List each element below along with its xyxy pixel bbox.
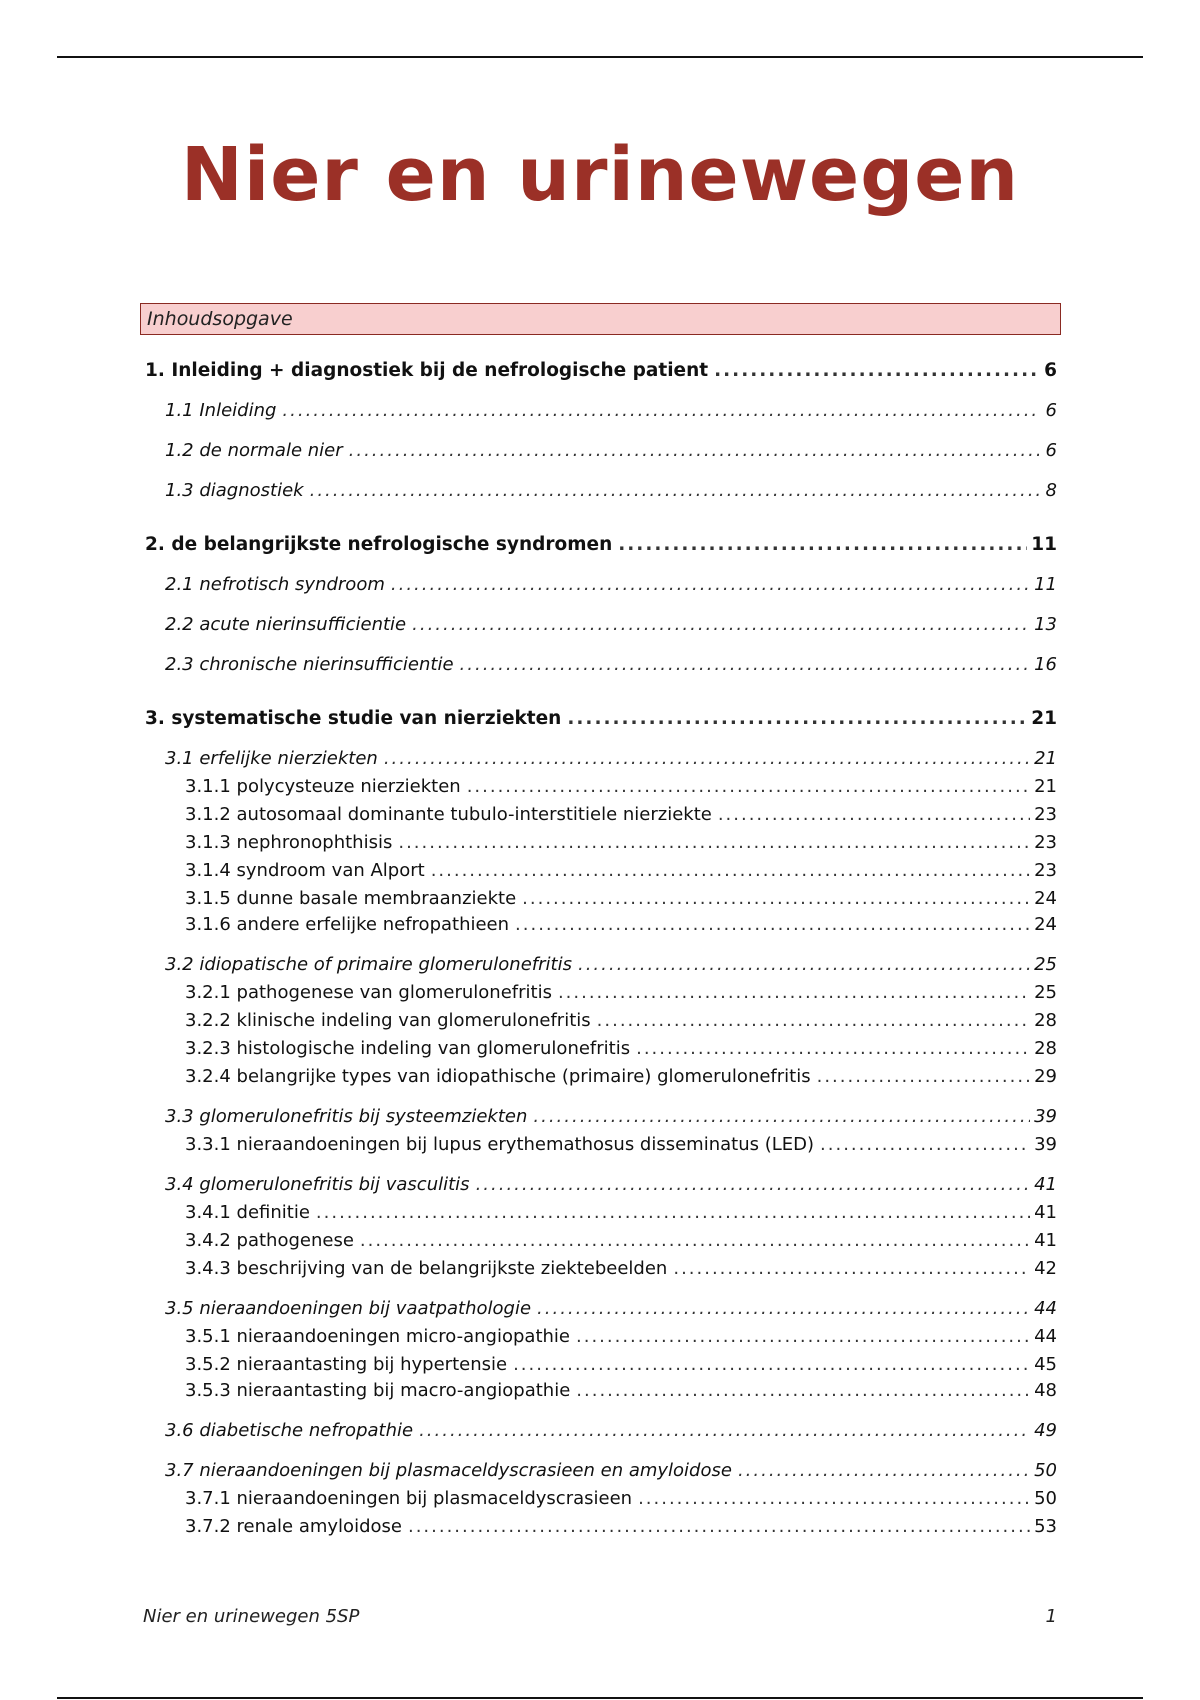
toc-leader-dots (310, 480, 1039, 502)
toc-entry-label: 1. Inleiding + diagnostiek bij de nefrologische patient (145, 360, 709, 381)
toc-leader-dots (718, 804, 1030, 826)
toc-leader-dots (533, 1106, 1030, 1128)
toc-entry-label: 3.6 diabetische nefropathie (165, 1420, 414, 1441)
toc-entry-label: 3.5.1 nieraandoeningen micro-angiopathie (185, 1326, 570, 1347)
toc-entry-label: 2.1 nefrotisch syndroom (165, 574, 385, 595)
toc-entry[interactable] (185, 776, 1057, 798)
toc-entry-page: 29 (1034, 1066, 1057, 1087)
toc-entry-label: 1.2 de normale nier (165, 440, 343, 461)
toc-entry[interactable] (165, 1298, 1057, 1320)
toc-entry[interactable] (185, 1010, 1057, 1032)
toc-entry[interactable] (185, 1202, 1057, 1224)
toc-leader-dots (820, 1134, 1030, 1156)
toc-entry-label: 3.1 erfelijke nierziekten (165, 748, 378, 769)
toc-entry-page: 24 (1034, 888, 1057, 909)
toc-entry-page: 42 (1034, 1258, 1057, 1279)
toc-entry[interactable] (185, 888, 1057, 910)
toc-leader-dots (316, 1202, 1030, 1224)
toc-entry-page: 48 (1034, 1380, 1057, 1401)
toc-entry-label: 3.1.3 nephronophthisis (185, 832, 393, 853)
toc-leader-dots (578, 954, 1030, 976)
toc-entry-page: 39 (1034, 1106, 1057, 1127)
toc-entry-page: 8 (1045, 480, 1057, 501)
toc-entry-label: 2. de belangrijkste nefrologische syndromen (145, 534, 613, 555)
toc-leader-dots (391, 574, 1030, 596)
toc-entry[interactable] (165, 954, 1057, 976)
toc-heading-box (140, 303, 1061, 335)
toc-leader-dots (419, 1420, 1030, 1442)
toc-entry-page: 41 (1034, 1230, 1057, 1251)
toc-leader-dots (558, 982, 1030, 1004)
toc-entry-page: 23 (1034, 832, 1057, 853)
toc-entry-label: 3.7 nieraandoeningen bij plasmaceldyscrasieen en amyloidose (165, 1460, 732, 1481)
toc-leader-dots (522, 888, 1030, 910)
toc-entry-page: 6 (1045, 400, 1057, 421)
toc-entry-page: 11 (1031, 534, 1057, 555)
toc-entry[interactable] (185, 982, 1057, 1004)
document-title: Nier en urinewegen (180, 132, 1020, 218)
toc-entry-label: 3.1.6 andere erfelijke nefropathieen (185, 914, 510, 935)
toc-entry-label: 3.5 nieraandoeningen bij vaatpathologie (165, 1298, 532, 1319)
toc-entry[interactable] (185, 1038, 1057, 1060)
toc-entry-page: 21 (1031, 708, 1057, 729)
toc-entry-label: 3.2.1 pathogenese van glomerulonefritis (185, 982, 552, 1003)
toc-entry-label: 3. systematische studie van nierziekten (145, 708, 562, 729)
toc-entry[interactable] (185, 1258, 1057, 1280)
toc-entry-page: 49 (1034, 1420, 1057, 1441)
toc-leader-dots (636, 1038, 1030, 1060)
toc-entry-page: 24 (1034, 914, 1057, 935)
toc-entry-label: 3.4.3 beschrijving van de belangrijkste ziektebeelden (185, 1258, 668, 1279)
toc-entry-label: 3.4.1 definitie (185, 1202, 310, 1223)
toc-leader-dots (349, 440, 1039, 462)
toc-leader-dots (408, 1516, 1030, 1538)
toc-entry-label: 3.3.1 nieraandoeningen bij lupus erythemathosus disseminatus (LED) (185, 1134, 815, 1155)
toc-entry[interactable] (185, 1066, 1057, 1088)
toc-entry-page: 25 (1034, 982, 1057, 1003)
toc-leader-dots (597, 1010, 1030, 1032)
toc-leader-dots (515, 914, 1030, 936)
toc-entry[interactable] (165, 614, 1057, 636)
toc-entry-page: 11 (1034, 574, 1057, 595)
toc-leader-dots (738, 1460, 1030, 1482)
toc-leader-dots (618, 534, 1027, 556)
toc-entry-page: 21 (1034, 748, 1057, 769)
toc-leader-dots (431, 860, 1030, 882)
toc-leader-dots (398, 832, 1030, 854)
toc-leader-dots (513, 1354, 1030, 1376)
toc-entry-label: 2.3 chronische nierinsufficientie (165, 654, 454, 675)
toc-entry[interactable] (165, 1106, 1057, 1128)
toc-leader-dots (576, 1326, 1030, 1348)
toc-entry[interactable] (185, 1516, 1057, 1538)
toc-leader-dots (476, 1174, 1031, 1196)
toc-entry[interactable] (165, 574, 1057, 596)
toc-entry[interactable] (165, 400, 1057, 422)
toc-entry-page: 53 (1034, 1516, 1057, 1537)
toc-leader-dots (714, 360, 1039, 382)
toc-entry-label: 2.2 acute nierinsufficientie (165, 614, 407, 635)
top-rule (57, 56, 1143, 58)
toc-entry-page: 28 (1034, 1010, 1057, 1031)
toc-entry-label: 3.2.3 histologische indeling van glomerulonefritis (185, 1038, 631, 1059)
toc-entry[interactable] (165, 1460, 1057, 1482)
toc-entry-page: 50 (1034, 1460, 1057, 1481)
toc-entry[interactable] (185, 1488, 1057, 1510)
toc-heading: Inhoudsopgave (147, 308, 293, 330)
toc-entry[interactable] (185, 1380, 1057, 1402)
toc-entry-page: 25 (1034, 954, 1057, 975)
toc-entry-label: 3.1.1 polycysteuze nierziekten (185, 776, 461, 797)
toc-entry[interactable] (185, 860, 1057, 882)
toc-entry[interactable] (165, 654, 1057, 676)
toc-entry-label: 3.4 glomerulonefritis bij vasculitis (165, 1174, 470, 1195)
toc-leader-dots (412, 614, 1030, 636)
toc-entry-page: 45 (1034, 1354, 1057, 1375)
toc-entry-label: 1.1 Inleiding (165, 400, 277, 421)
toc-entry-label: 3.1.2 autosomaal dominante tubulo-interstitiele nierziekte (185, 804, 712, 825)
page-number: 1 (1045, 1606, 1057, 1627)
toc-entry-label: 3.2.2 klinische indeling van glomerulonefritis (185, 1010, 591, 1031)
toc-entry-page: 44 (1034, 1326, 1057, 1347)
toc-leader-dots (460, 654, 1031, 676)
toc-entry-page: 23 (1034, 860, 1057, 881)
toc-entry-label: 3.5.3 nieraantasting bij macro-angiopathie (185, 1380, 571, 1401)
toc-leader-dots (673, 1258, 1030, 1280)
toc-entry-label: 3.3 glomerulonefritis bij systeemziekten (165, 1106, 528, 1127)
toc-entry[interactable] (145, 708, 1057, 730)
toc-entry[interactable] (185, 914, 1057, 936)
toc-entry-label: 3.4.2 pathogenese (185, 1230, 354, 1251)
toc-entry[interactable] (145, 534, 1057, 556)
toc-entry-page: 6 (1045, 440, 1057, 461)
toc-entry[interactable] (185, 1230, 1057, 1252)
footer-title: Nier en urinewegen 5SP (143, 1606, 360, 1627)
toc-entry-page: 21 (1034, 776, 1057, 797)
toc-entry-page: 23 (1034, 804, 1057, 825)
toc-entry-label: 3.2.4 belangrijke types van idiopathische (primaire) glomerulonefritis (185, 1066, 811, 1087)
toc-entry[interactable] (165, 1420, 1057, 1442)
toc-entry[interactable] (185, 1354, 1057, 1376)
toc-leader-dots (537, 1298, 1030, 1320)
toc-entry[interactable] (165, 1174, 1057, 1196)
toc-entry[interactable] (145, 360, 1057, 382)
toc-entry-label: 3.7.1 nieraandoeningen bij plasmaceldyscrasieen (185, 1488, 633, 1509)
toc-entry-label: 3.5.2 nieraantasting bij hypertensie (185, 1354, 508, 1375)
toc-entry-label: 3.7.2 renale amyloidose (185, 1516, 402, 1537)
toc-leader-dots (467, 776, 1030, 798)
toc-entry-label: 3.1.5 dunne basale membraanziekte (185, 888, 517, 909)
toc-entry-page: 39 (1034, 1134, 1057, 1155)
toc-leader-dots (817, 1066, 1030, 1088)
toc-entry-page: 50 (1034, 1488, 1057, 1509)
bottom-rule (57, 1697, 1143, 1699)
toc-leader-dots (360, 1230, 1030, 1252)
toc-entry[interactable] (165, 440, 1057, 462)
toc-leader-dots (384, 748, 1030, 770)
toc-entry-page: 13 (1034, 614, 1057, 635)
toc-entry[interactable] (185, 832, 1057, 854)
toc-entry[interactable] (185, 804, 1057, 826)
toc-entry[interactable] (185, 1326, 1057, 1348)
toc-entry-page: 6 (1044, 360, 1057, 381)
toc-leader-dots (638, 1488, 1030, 1510)
toc-leader-dots (576, 1380, 1030, 1402)
toc-leader-dots (567, 708, 1027, 730)
toc-entry[interactable] (165, 480, 1057, 502)
toc-entry-label: 1.3 diagnostiek (165, 480, 304, 501)
toc-entry-page: 16 (1034, 654, 1057, 675)
toc-entry-label: 3.2 idiopatische of primaire glomerulonefritis (165, 954, 572, 975)
toc-entry-page: 41 (1034, 1202, 1057, 1223)
toc-entry-page: 44 (1034, 1298, 1057, 1319)
toc-entry-page: 41 (1034, 1174, 1057, 1195)
toc-entry[interactable] (165, 748, 1057, 770)
toc-entry-label: 3.1.4 syndroom van Alport (185, 860, 425, 881)
toc-leader-dots (282, 400, 1039, 422)
toc-entry[interactable] (185, 1134, 1057, 1156)
toc-entry-page: 28 (1034, 1038, 1057, 1059)
